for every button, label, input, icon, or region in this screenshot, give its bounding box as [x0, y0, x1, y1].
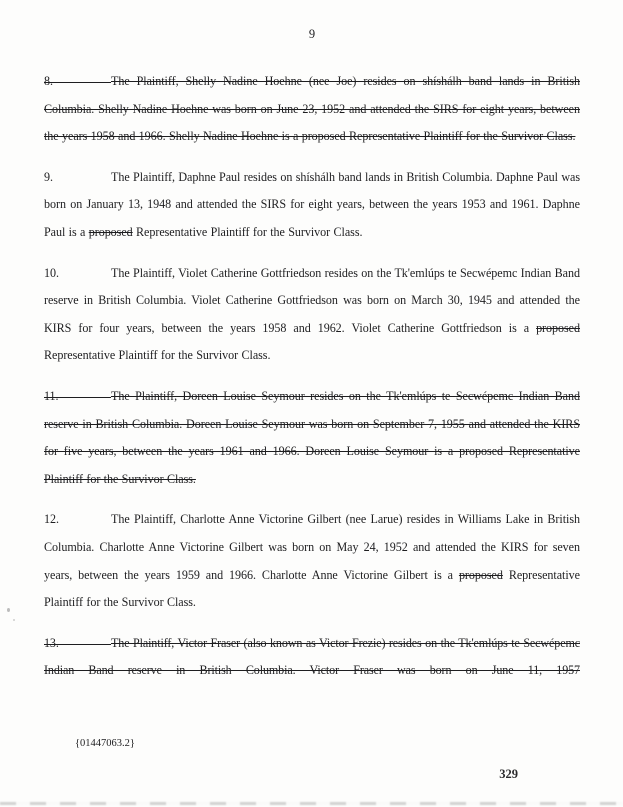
struck-text-segment: proposed [536, 320, 580, 335]
paragraph-number: 11. [44, 383, 111, 411]
struck-text-segment: proposed [458, 567, 503, 582]
scan-speck [7, 608, 10, 612]
paragraph-number: 12. [44, 512, 59, 527]
struck-text-segment: proposed [88, 224, 133, 239]
page-header-number: 9 [308, 27, 316, 41]
paragraph-12 [44, 506, 580, 616]
struck-text-segment: The Plaintiff, Victor Fraser (also known as Victor Frezie) resides on the Tk'emlúps te Secwépemc Indian Band reserve in British Columbia. Victor Fraser was born on June 11, 1957 [44, 635, 580, 678]
text-segment: The Plaintiff, Daphne Paul resides on shíshálh band lands in British Columbia. Daphne Paul was born on January 13, 1948 and attended the SIRS for eight years, between the years 1953 and 1961. Daphne Paul is a [44, 169, 580, 239]
paragraph-9 [44, 164, 580, 247]
scan-artifact-line [0, 802, 623, 805]
paragraph-10 [44, 260, 580, 370]
paragraph-11 [44, 383, 580, 493]
text-segment: Representative Plaintiff for the Survivor Class. [132, 224, 363, 239]
text-segment: Representative Plaintiff for the Survivor Class. [44, 348, 271, 363]
paragraph-number: 10. [44, 265, 59, 280]
text-segment: Representative Plaintiff for the Survivor Class. [44, 567, 580, 610]
scan-speck [13, 619, 15, 621]
paragraph-number: 13. [44, 630, 111, 658]
footer-doc-number: {01447063.2} [75, 738, 135, 749]
document-page [44, 26, 580, 698]
struck-text-segment: The Plaintiff, Doreen Louise Seymour resides on the Tk'emlúps te Secwépemc Indian Band reserve in British Columbia. Doreen Louise Seymour was born on September 7, 1955 and attended the KIRS for five years, between the years 1961 and 1966. Doreen Louise Seymour is a proposed Representative Plaintiff for the Survivor Class. [44, 388, 580, 486]
paragraph-8 [44, 68, 580, 151]
struck-text-segment: The Plaintiff, Shelly Nadine Hoehne (nee Joe) resides on shíshálh band lands in British Columbia. Shelly Nadine Hoehne was born on June 23, 1952 and attended the SIRS for eight years, between the years 1958 and 1966. Shelly Nadine Hoehne is a proposed Representative Plaintiff for the Survivor Class. [44, 74, 580, 144]
text-segment: The Plaintiff, Violet Catherine Gottfriedson resides on the Tk'emlúps te Secwépemc Indian Band reserve in British Columbia. Violet Catherine Gottfriedson was born on March 30, 1945 and attended the KIRS for four years, between the years 1958 and 1962. Violet Catherine Gottfriedson is a [44, 265, 580, 335]
footer-page-number: 329 [499, 767, 518, 781]
paragraph-number: 8. [44, 68, 111, 96]
paragraph-number: 9. [44, 169, 53, 184]
text-segment: The Plaintiff, Charlotte Anne Victorine Gilbert (nee Larue) resides in Williams Lake in British Columbia. Charlotte Anne Victorine Gilbert was born on May 24, 1952 and attended the KIRS for seven years, between the years 1959 and 1966. Charlotte Anne Victorine Gilbert is a [44, 512, 580, 582]
paragraph-13 [44, 630, 580, 685]
